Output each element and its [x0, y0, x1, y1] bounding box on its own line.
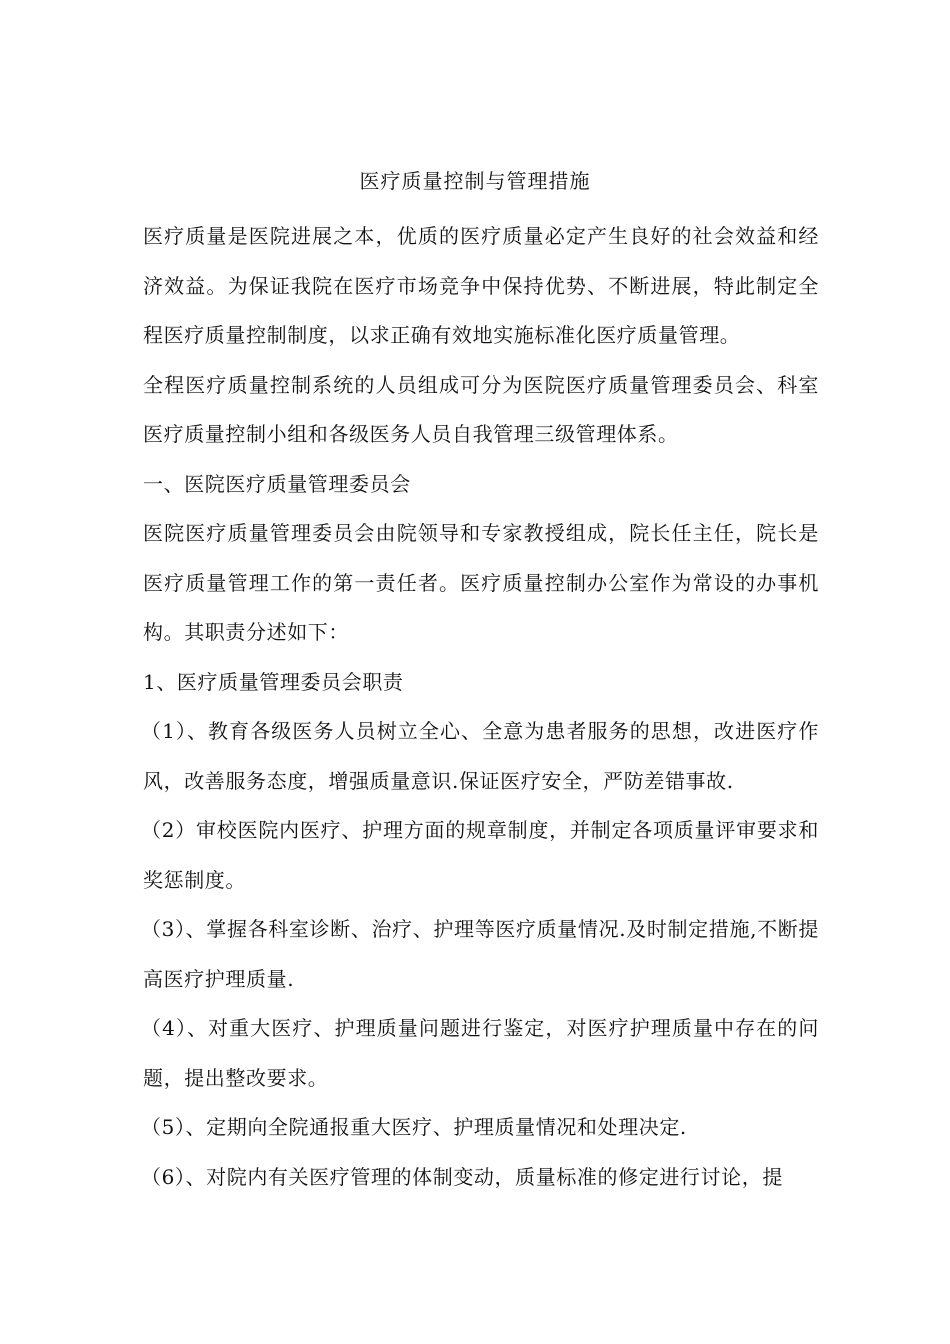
- subsection-heading: 1、医疗质量管理委员会职责: [143, 669, 404, 694]
- list-item: （2）审校医院内医疗、护理方面的规章制度，并制定各项质量评审要求和奖惩制度。: [141, 818, 819, 892]
- list-item: （1）、教育各级医务人员树立全心、全意为患者服务的思想，改进医疗作风，改善服务态度，增强质量意识.保证医疗安全，严防差错事故.: [141, 719, 819, 793]
- paragraph-system: 全程医疗质量控制系统的人员组成可分为医院医疗质量管理委员会、科室医疗质量控制小组和各级医务人员自我管理三级管理体系。: [143, 372, 819, 446]
- document-title: 医疗质量控制与管理措施: [359, 169, 591, 193]
- paragraph-intro: 医疗质量是医院进展之本，优质的医疗质量必定产生良好的社会效益和经济效益。为保证我院在医疗市场竞争中保持优势、不断进展，特此制定全程医疗质量控制制度，以求正确有效地实施标准化医疗质量管理。: [143, 224, 819, 347]
- list-item: （3）、掌握各科室诊断、治疗、护理等医疗质量情况.及时制定措施,不断提高医疗护理质量.: [141, 917, 819, 991]
- section-heading: 一、医院医疗质量管理委员会: [143, 471, 411, 496]
- paragraph-committee: 医院医疗质量管理委员会由院领导和专家教授组成，院长任主任，院长是医疗质量管理工作的第一责任者。医疗质量控制办公室作为常设的办事机构。其职责分述如下：: [143, 521, 819, 644]
- document-body: [143, 212, 819, 1202]
- list-item: （5）、定期向全院通报重大医疗、护理质量情况和处理决定.: [141, 1115, 687, 1139]
- list-item: （4）、对重大医疗、护理质量问题进行鉴定，对医疗护理质量中存在的问题，提出整改要求。: [141, 1016, 819, 1090]
- list-item: （6）、对院内有关医疗管理的体制变动，质量标准的修定进行讨论，提: [141, 1164, 783, 1189]
